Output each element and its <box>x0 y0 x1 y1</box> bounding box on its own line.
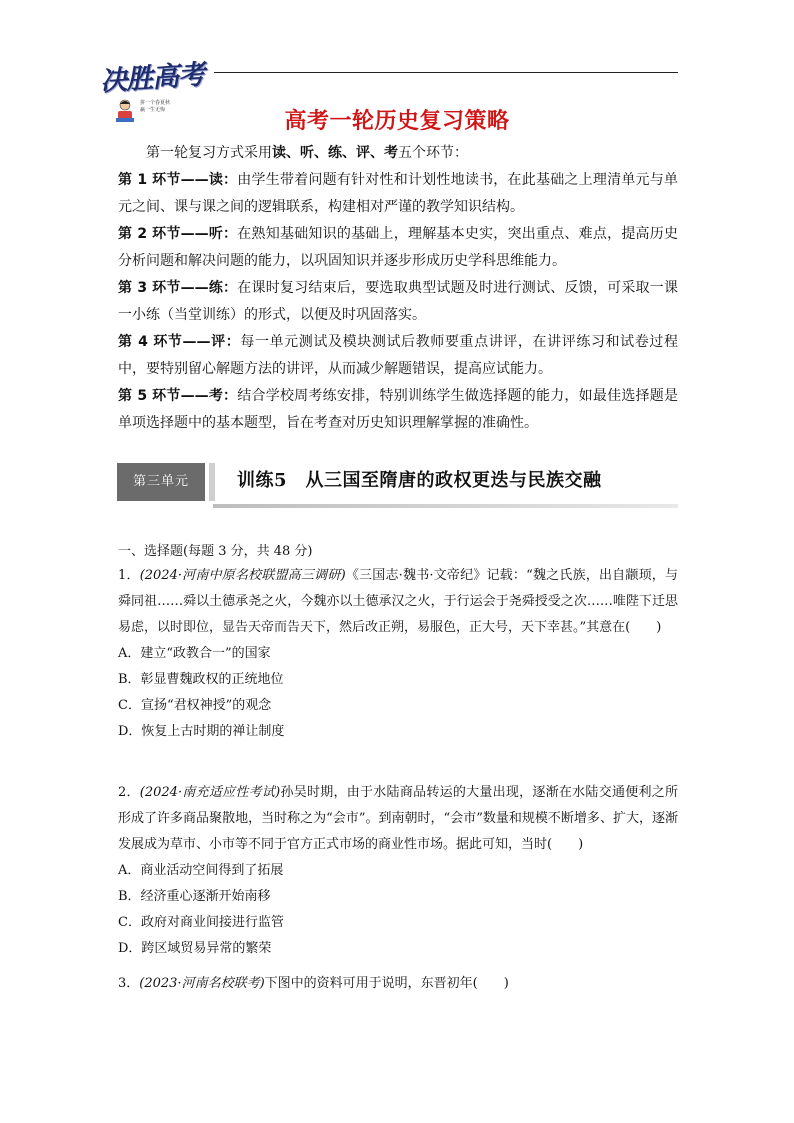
question-source: (2023·河南名校联考) <box>139 976 265 991</box>
option-d[interactable]: D．跨区域贸易异常的繁荣 <box>118 941 272 956</box>
step-text: 结合学校周考练安排，特别训练学生做选择题的能力，如最佳选择题是单项选择题中的基本题型，旨在考查对历史知识理解掌握的准确性。 <box>118 388 678 431</box>
step-text: 每一单元测试及模块测试后教师要重点讲评，在讲评练习和试卷过程中，要特别留心解题方法的讲评，从而减少解题错误，提高应试能力。 <box>118 334 678 377</box>
header-rule <box>214 72 678 73</box>
step-text: 在熟知基础知识的基础上，理解基本史实，突出重点、难点，提高历史分析问题和解决问题的能力，以巩固知识并逐步形成历史学科思维能力。 <box>118 226 678 269</box>
unit-underline <box>213 504 678 508</box>
step-paragraph <box>118 383 678 437</box>
unit-tag: 第三单元 <box>117 463 205 501</box>
question-text: 下图中的资料可用于说明，东晋初年( ) <box>264 976 509 991</box>
question-source: (2024·南充适应性考试) <box>139 785 281 800</box>
question-number: 1． <box>118 568 140 583</box>
intro-lead-emph: 读、听、练、评、考 <box>272 145 398 161</box>
logo-slogan-line1: 拼一个春夏秋 <box>140 100 171 106</box>
option-a[interactable]: A．建立“政教合一”的国家 <box>118 646 271 661</box>
step-label: 第 4 环节——评： <box>118 334 241 350</box>
question-stem <box>118 780 678 858</box>
step-paragraph <box>118 275 678 329</box>
step-paragraph <box>118 167 678 221</box>
option-b[interactable]: B．彰显曹魏政权的正统地位 <box>118 672 284 687</box>
step-label: 第 3 环节——练： <box>118 280 238 296</box>
section-heading: 一、选择题(每题 3 分，共 48 分) <box>118 544 313 559</box>
unit-title: 训练5 从三国至隋唐的政权更迭与民族交融 <box>237 470 602 491</box>
question-3 <box>118 971 678 997</box>
option-c[interactable]: C．政府对商业间接进行监管 <box>118 915 284 930</box>
intro-lead <box>118 140 678 167</box>
option-c[interactable]: C．宣扬“君权神授”的观念 <box>118 698 272 713</box>
option-a[interactable]: A．商业活动空间得到了拓展 <box>118 863 284 878</box>
question-text: 孙吴时期，由于水陆商品转运的大量出现，逐渐在水陆交通便利之所形成了许多商品聚散地，当时称之为“会市”。到南朝时，“会市”数量和规模不断增多、扩大，逐渐发展成为草市、小市等不同于官方正式市场的商业性市场。据此可知，当时( ) <box>118 785 678 852</box>
logo-text: 决胜高考 <box>99 59 206 98</box>
unit-header <box>117 458 678 508</box>
document-title: 高考一轮历史复习策略 <box>284 109 510 134</box>
question-number: 2． <box>118 785 140 800</box>
question-2 <box>118 780 678 962</box>
step-label: 第 1 环节——读： <box>118 172 238 188</box>
intro-lead-post: 五个环节： <box>398 145 468 161</box>
question-stem <box>118 971 678 997</box>
step-text: 在课时复习结束后，要选取典型试题及时进行测试、反馈，可采取一课一小练（当堂训练）的形式，以便及时巩固落实。 <box>118 280 678 323</box>
question-1 <box>118 563 678 745</box>
question-stem <box>118 563 678 641</box>
intro-lead-pre: 第一轮复习方式采用 <box>146 145 272 161</box>
step-paragraph <box>118 221 678 275</box>
step-paragraph <box>118 329 678 383</box>
step-label: 第 2 环节——听： <box>118 226 238 242</box>
option-d[interactable]: D．恢复上古时期的禅让制度 <box>118 724 285 739</box>
question-text: 《三国志·魏书·文帝纪》记载：“魏之氏族，出自颛顼，与舜同祖……舜以土德承尧之火，今魏亦以土德承汉之火，于行运会于尧舜授受之次……唯陛下迁思易虑，以时即位，显告天帝而告天下，然后改正朔，易服色，正大号，天下幸甚。”其意在( ) <box>118 568 678 635</box>
question-source: (2024·河南中原名校联盟高三调研) <box>139 568 346 583</box>
option-b[interactable]: B．经济重心逐渐开始南移 <box>118 889 271 904</box>
intro-section <box>118 140 678 437</box>
logo-slogan-line2: 赢一生无悔 <box>140 107 166 113</box>
step-text: 由学生带着问题有针对性和计划性地读书，在此基础之上理清单元与单元之间、课与课之间的逻辑联系，构建相对严谨的教学知识结构。 <box>118 172 678 215</box>
step-label: 第 5 环节——考： <box>118 388 238 404</box>
unit-divider <box>209 463 215 501</box>
question-number: 3． <box>118 976 140 991</box>
